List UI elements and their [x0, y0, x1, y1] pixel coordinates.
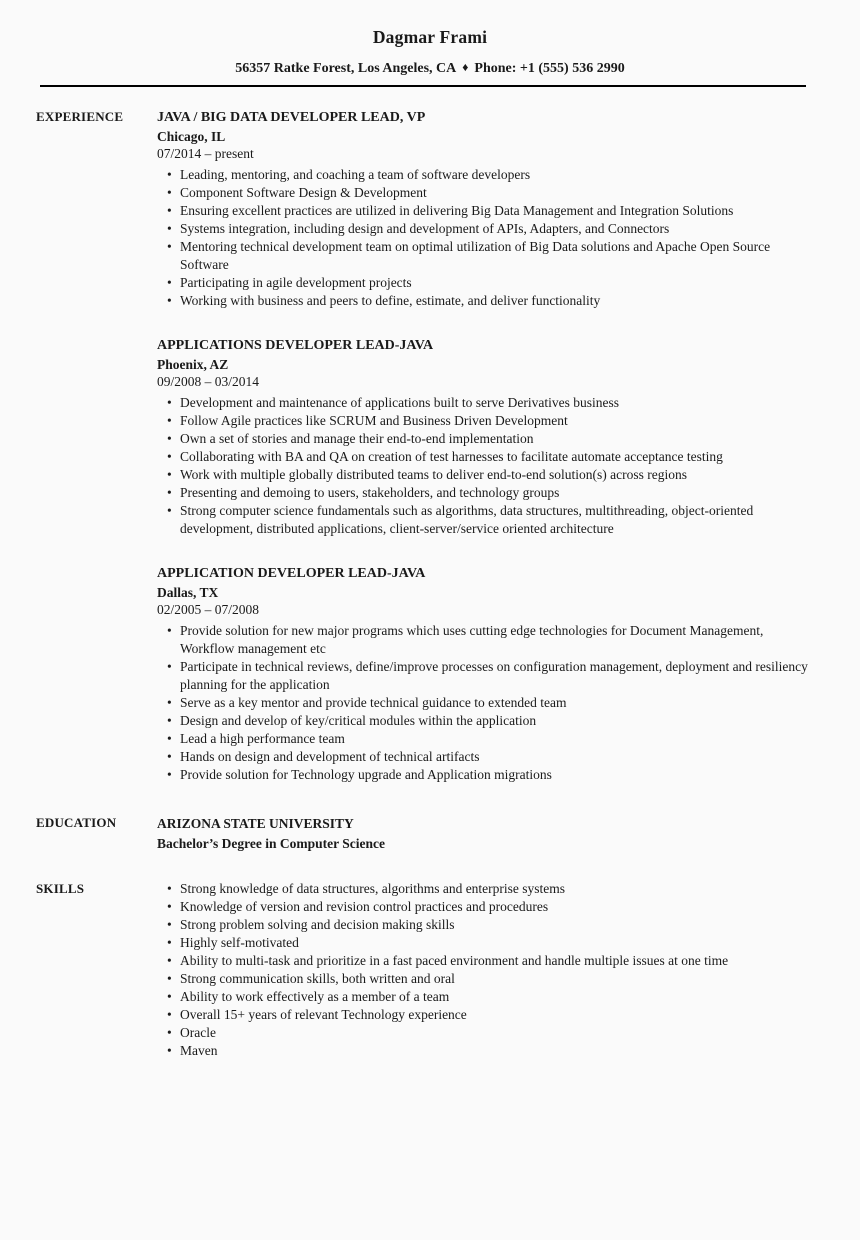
bullet-item: • Design and develop of key/critical modules within the application — [157, 712, 812, 730]
address-text: 56357 Ratke Forest, Los Angeles, CA — [235, 61, 457, 76]
bullet-item: • Serve as a key mentor and provide technical guidance to extended team — [157, 694, 812, 712]
job-entry-applications-developer-lead — [157, 336, 812, 538]
bullet-item: • Development and maintenance of applications built to serve Derivatives business — [157, 394, 812, 412]
skill-item: • Ability to multi-task and prioritize in a fast paced environment and handle multiple issues at one time — [157, 952, 812, 970]
bullet-item: • Provide solution for new major programs which uses cutting edge technologies for Document Management, Workflow management etc — [157, 622, 812, 658]
skill-item: • Overall 15+ years of relevant Technology experience — [157, 1006, 812, 1024]
bullet-item: • Working with business and peers to define, estimate, and deliver functionality — [157, 292, 812, 310]
resume-body — [0, 87, 860, 1060]
bullet-item: • Systems integration, including design and development of APIs, Adapters, and Connectors — [157, 220, 812, 238]
skill-item: • Ability to work effectively as a member of a team — [157, 988, 812, 1006]
education-content — [157, 814, 812, 854]
diamond-separator-icon: ♦ — [462, 60, 469, 74]
skill-item: • Knowledge of version and revision control practices and procedures — [157, 898, 812, 916]
resume-header — [0, 0, 860, 87]
job-location: Chicago, IL — [157, 129, 226, 144]
skill-item: • Strong problem solving and decision making skills — [157, 916, 812, 934]
job-location: Phoenix, AZ — [157, 357, 229, 372]
job-title: APPLICATIONS DEVELOPER LEAD-JAVA — [157, 338, 434, 353]
job-dates: 09/2008 – 03/2014 — [157, 374, 260, 389]
experience-content — [157, 108, 812, 784]
bullet-item: • Strong computer science fundamentals such as algorithms, data structures, multithreading, object-oriented development, distributed applications, client-server/service oriented architecture — [157, 502, 812, 538]
job-title: APPLICATION DEVELOPER LEAD-JAVA — [157, 566, 426, 581]
bullet-item: • Mentoring technical development team on optimal utilization of Big Data solutions and Apache Open Source Software — [157, 238, 812, 274]
school-name: ARIZONA STATE UNIVERSITY — [157, 816, 354, 831]
bullet-item: • Collaborating with BA and QA on creation of test harnesses to facilitate automate acceptance testing — [157, 448, 812, 466]
bullet-item: • Leading, mentoring, and coaching a team of software developers — [157, 166, 812, 184]
job-entry-application-developer-lead — [157, 564, 812, 784]
job-bullet-list — [157, 166, 812, 310]
section-label-skills: SKILLS — [36, 881, 85, 896]
job-entry-java-big-data-lead — [157, 108, 812, 310]
candidate-name: Dagmar Frami — [372, 27, 488, 47]
job-title: JAVA / BIG DATA DEVELOPER LEAD, VP — [157, 110, 426, 125]
bullet-item: • Own a set of stories and manage their end-to-end implementation — [157, 430, 812, 448]
education-section — [36, 814, 812, 854]
contact-line — [0, 59, 860, 77]
bullet-item: • Provide solution for Technology upgrade and Application migrations — [157, 766, 812, 784]
skill-item: • Oracle — [157, 1024, 812, 1042]
section-label-education: EDUCATION — [36, 815, 117, 830]
bullet-item: • Follow Agile practices like SCRUM and Business Driven Development — [157, 412, 812, 430]
section-label-experience: EXPERIENCE — [36, 109, 124, 124]
bullet-item: • Participating in agile development projects — [157, 274, 812, 292]
experience-section — [36, 108, 812, 784]
bullet-item: • Work with multiple globally distributed teams to deliver end-to-end solution(s) across regions — [157, 466, 812, 484]
bullet-item: • Lead a high performance team — [157, 730, 812, 748]
bullet-item: • Participate in technical reviews, define/improve processes on configuration management, deployment and resiliency planning for the application — [157, 658, 812, 694]
job-bullet-list — [157, 394, 812, 538]
job-location: Dallas, TX — [157, 585, 219, 600]
bullet-item: • Presenting and demoing to users, stakeholders, and technology groups — [157, 484, 812, 502]
skill-item: • Maven — [157, 1042, 812, 1060]
skills-section — [36, 880, 812, 1060]
degree-name: Bachelor’s Degree in Computer Science — [157, 836, 385, 851]
skills-bullet-list — [157, 880, 812, 1060]
phone-text: Phone: +1 (555) 536 2990 — [474, 61, 625, 76]
bullet-item: • Hands on design and development of technical artifacts — [157, 748, 812, 766]
skill-item: • Strong communication skills, both written and oral — [157, 970, 812, 988]
bullet-item: • Ensuring excellent practices are utilized in delivering Big Data Management and Integration Solutions — [157, 202, 812, 220]
job-bullet-list — [157, 622, 812, 784]
bullet-item: • Component Software Design & Development — [157, 184, 812, 202]
skill-item: • Highly self-motivated — [157, 934, 812, 952]
skill-item: • Strong knowledge of data structures, algorithms and enterprise systems — [157, 880, 812, 898]
job-dates: 02/2005 – 07/2008 — [157, 602, 260, 617]
job-dates: 07/2014 – present — [157, 146, 254, 161]
skills-content — [157, 880, 812, 1060]
